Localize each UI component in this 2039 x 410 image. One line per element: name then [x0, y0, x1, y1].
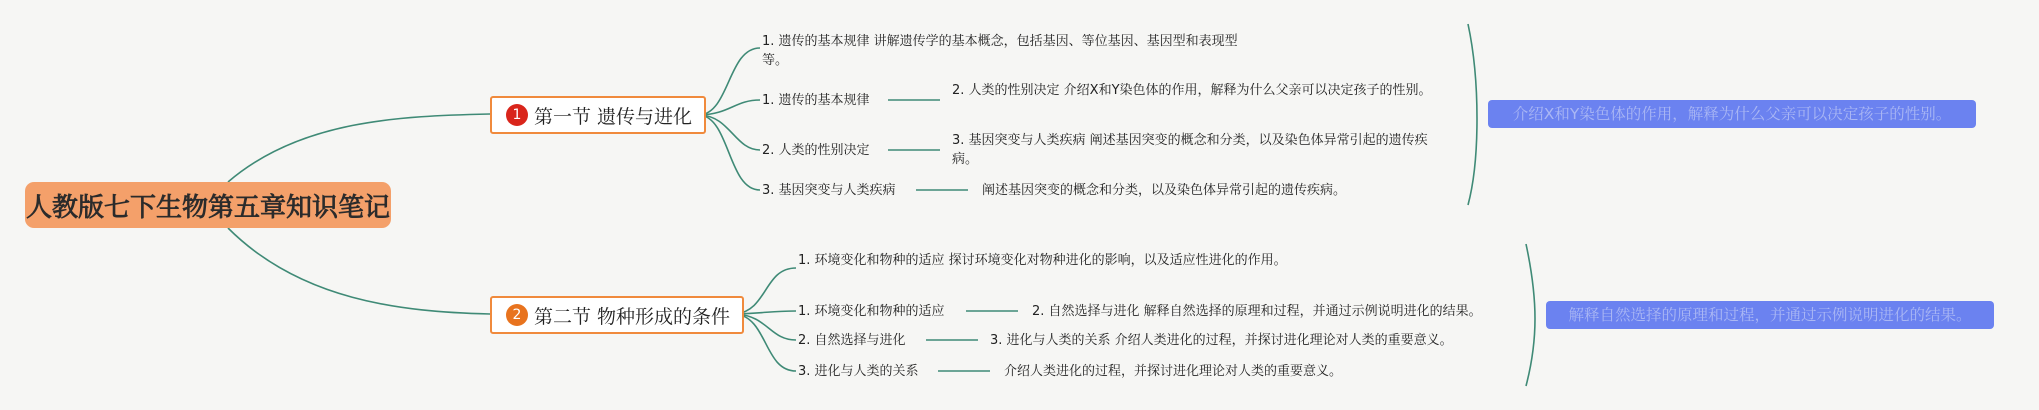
section-1-item-4[interactable]: 3. 基因突变与人类疾病 [762, 183, 896, 198]
section-2-number-badge: 2 [506, 304, 528, 326]
section-1-item-2[interactable]: 1. 遗传的基本规律 [762, 93, 870, 108]
section-1-item-3[interactable]: 2. 人类的性别决定 [762, 143, 870, 158]
root-topic[interactable]: 人教版七下生物第五章知识笔记 [25, 182, 391, 228]
section-1-number-badge: 1 [506, 104, 528, 126]
section-2-summary[interactable]: 解释自然选择的原理和过程，并通过示例说明进化的结果。 [1546, 301, 1994, 329]
section-1-subitem-1[interactable]: 2. 人类的性别决定 介绍X和Y染色体的作用，解释为什么父亲可以决定孩子的性别。 [952, 83, 1432, 98]
section-2-node[interactable] [490, 296, 744, 334]
section-1-subitem-2[interactable]: 3. 基因突变与人类疾病 阐述基因突变的概念和分类，以及染色体异常引起的遗传疾病。 [952, 133, 1428, 167]
section-1-subitem-3[interactable]: 阐述基因突变的概念和分类，以及染色体异常引起的遗传疾病。 [982, 183, 1347, 198]
section-1-item-1[interactable]: 1. 遗传的基本规律 讲解遗传学的基本概念，包括基因、等位基因、基因型和表现型等。 [762, 34, 1238, 68]
section-2-subitem-2[interactable]: 3. 进化与人类的关系 介绍人类进化的过程，并探讨进化理论对人类的重要意义。 [990, 333, 1453, 348]
section-1-summary[interactable]: 介绍X和Y染色体的作用，解释为什么父亲可以决定孩子的性别。 [1488, 100, 1976, 128]
section-2-title: 第二节 物种形成的条件 [534, 305, 731, 328]
section-2-item-3[interactable]: 2. 自然选择与进化 [798, 333, 906, 348]
section-1-title: 第一节 遗传与进化 [534, 105, 693, 128]
section-2-subitem-1[interactable]: 2. 自然选择与进化 解释自然选择的原理和过程，并通过示例说明进化的结果。 [1032, 304, 1482, 319]
section-2-item-2[interactable]: 1. 环境变化和物种的适应 [798, 304, 945, 319]
section-2-item-4[interactable]: 3. 进化与人类的关系 [798, 364, 919, 379]
section-2-item-1[interactable]: 1. 环境变化和物种的适应 探讨环境变化对物种进化的影响，以及适应性进化的作用。 [798, 253, 1287, 268]
section-2-subitem-3[interactable]: 介绍人类进化的过程，并探讨进化理论对人类的重要意义。 [1004, 364, 1343, 379]
section-1-node[interactable] [490, 96, 706, 134]
